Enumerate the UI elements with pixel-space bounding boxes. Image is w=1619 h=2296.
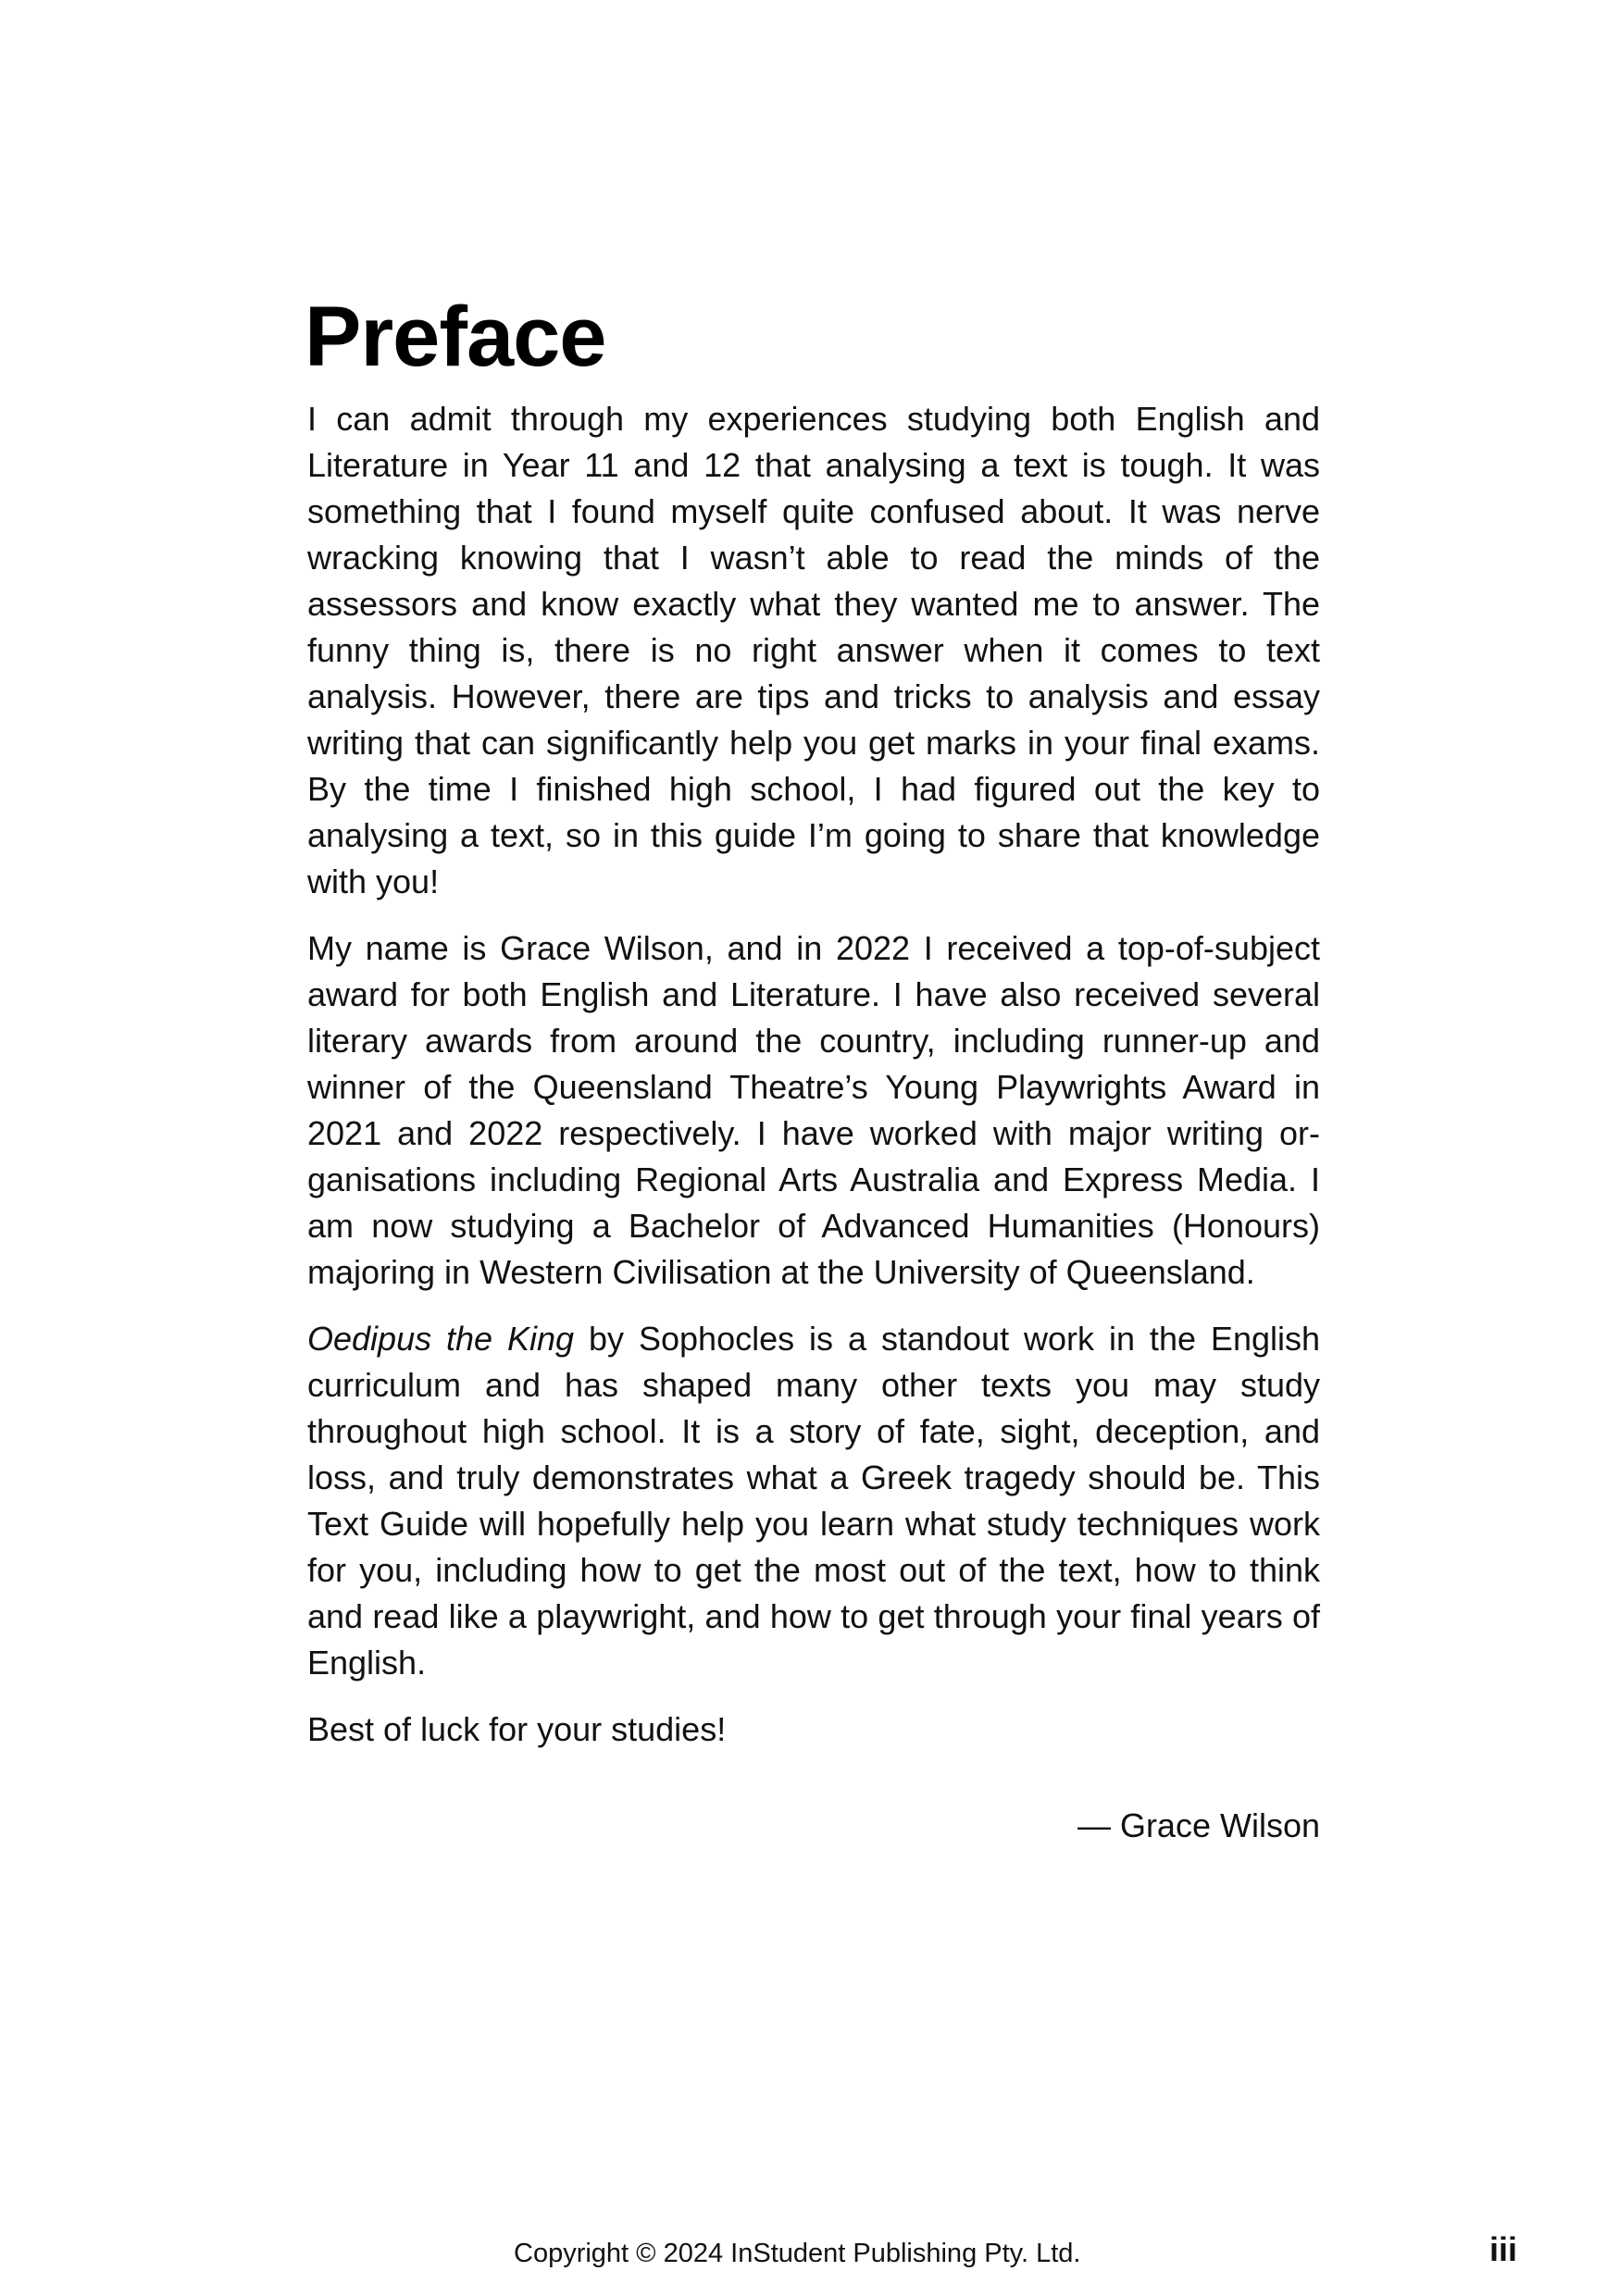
paragraph-text-intro <box>307 1316 1320 1686</box>
page-title: Preface <box>305 290 606 384</box>
book-title: Oedipus the King <box>307 1320 575 1358</box>
copyright-notice: Copyright © 2024 InStudent Publishing Pty. Ltd. <box>514 2239 1081 2268</box>
paragraph-author-bio: My name is Grace Wilson, and in 2022 I received a top-of-subject award for both English and Literature. I have also received several literary awards from around the country, including runner-up and winner of the Queensland Theatre’s Young Playwrights Award in 2021 and 2022 respectively. I have worked with major writing organisations including Regional Arts Australia and Express Media. I am now studying a Bachelor of Advanced Humanities (Honours) majoring in Western Civilisation at the University of Queensland. <box>307 929 1320 1291</box>
author-signature: — Grace Wilson <box>1077 1806 1320 1844</box>
preface-content <box>305 290 1320 1849</box>
paragraph-experience: I can admit through my experiences studying both English and Literature in Year 11 and 12 that analysing a text is tough. It was something that I found myself quite confused about. It was nerve wracking knowing that I wasn’t able to read the minds of the assessors and know exactly what they wanted me to answer. The funny thing is, there is no right answer when it comes to text analysis. However, there are tips and tricks to analysis and essay writing that can significantly help you get marks in your final exams. By the time I finished high school, I had figured out the key to analysing a text, so in this guide I’m going to share that knowledge with you! <box>307 400 1320 900</box>
page-number: iii <box>1488 2230 1517 2268</box>
paragraph-text-intro-body: by Sophocles is a standout work in the English curriculum and has shaped many other texts you may study throughout high school. It is a story of fate, sight, deception, and loss, and truly demonstrates what a Greek tragedy should be. This Text Guide will hopefully help you learn what study techniques work for you, including how to get the most out of the text, how to think and read like a playwright, and how to get through your final years of English. <box>307 1320 1320 1682</box>
closing-line: Best of luck for your studies! <box>307 1710 727 1748</box>
